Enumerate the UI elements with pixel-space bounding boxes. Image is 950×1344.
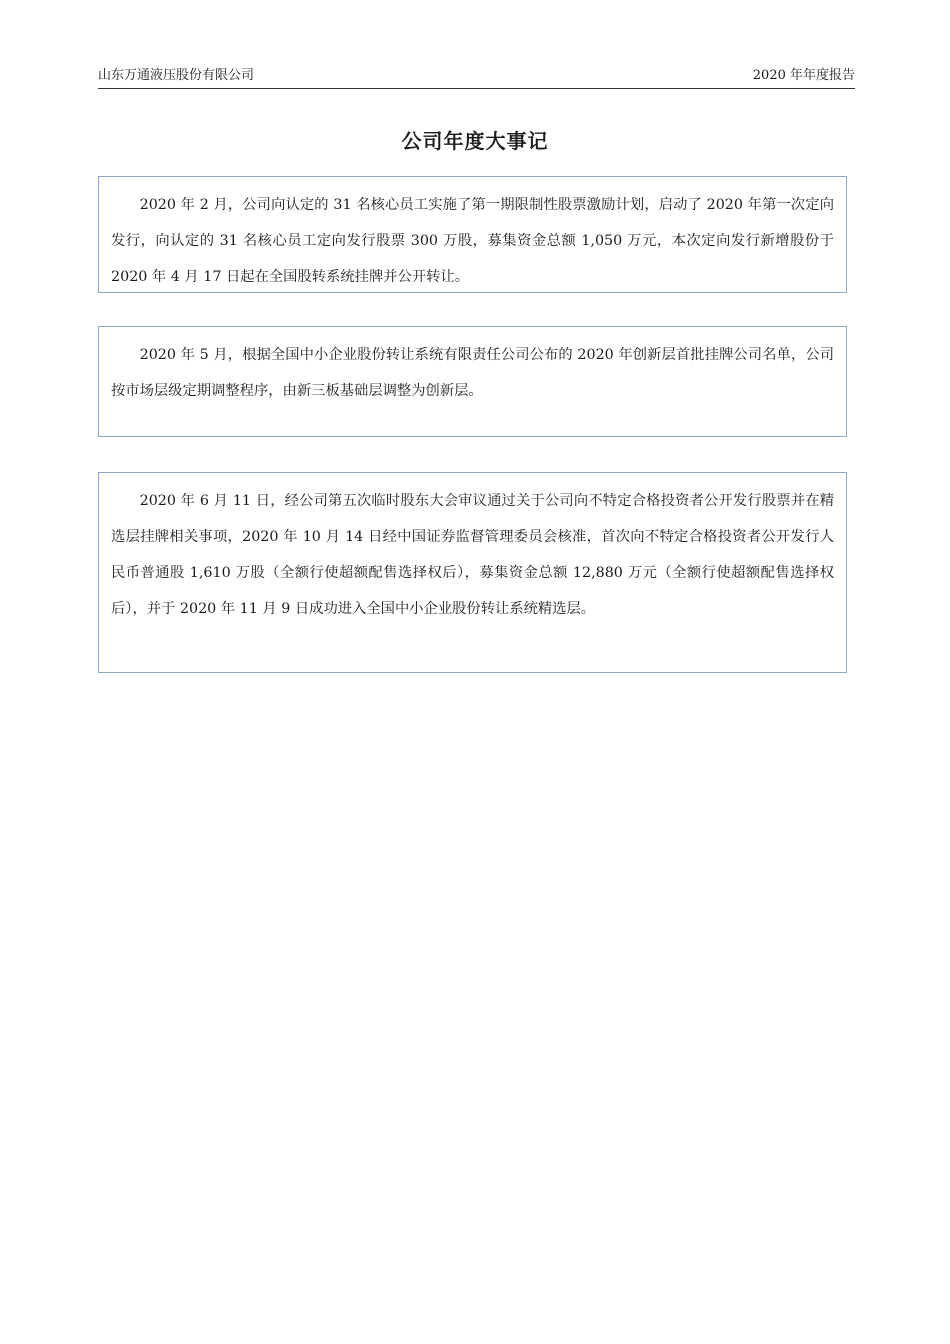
event-box [98,472,847,673]
event-text: 2020 年 2 月，公司向认定的 31 名核心员工实施了第一期限制性股票激励计划，启动了 2020 年第一次定向发行，向认定的 31 名核心员工定向发行股票 300 万股，募集资金总额 1,050 万元，本次定向发行新增股份于 2020 年 4 月 17 日起在全国股转系统挂牌并公开转让。 [111,197,834,285]
page-title: 公司年度大事记 [401,129,549,153]
company-name: 山东万通液压股份有限公司 [98,68,255,83]
page-header [98,66,855,89]
event-box [98,176,847,293]
event-text: 2020 年 5 月，根据全国中小企业股份转让系统有限责任公司公布的 2020 年创新层首批挂牌公司名单，公司按市场层级定期调整程序，由新三板基础层调整为创新层。 [111,347,834,399]
event-text: 2020 年 6 月 11 日，经公司第五次临时股东大会审议通过关于公司向不特定合格投资者公开发行股票并在精选层挂牌相关事项，2020 年 10 月 14 日经中国证券监督管理委员会核准，首次向不特定合格投资者公开发行人民币普通股 1,610 万股（全额行使超额配售选择权后），募集资金总额 12,880 万元（全额行使超额配售选择权后），并于 2020 年 11 月 9 日成功进入全国中小企业股份转让系统精选层。 [111,493,834,617]
event-box [98,326,847,437]
report-name: 2020 年年度报告 [752,68,855,83]
